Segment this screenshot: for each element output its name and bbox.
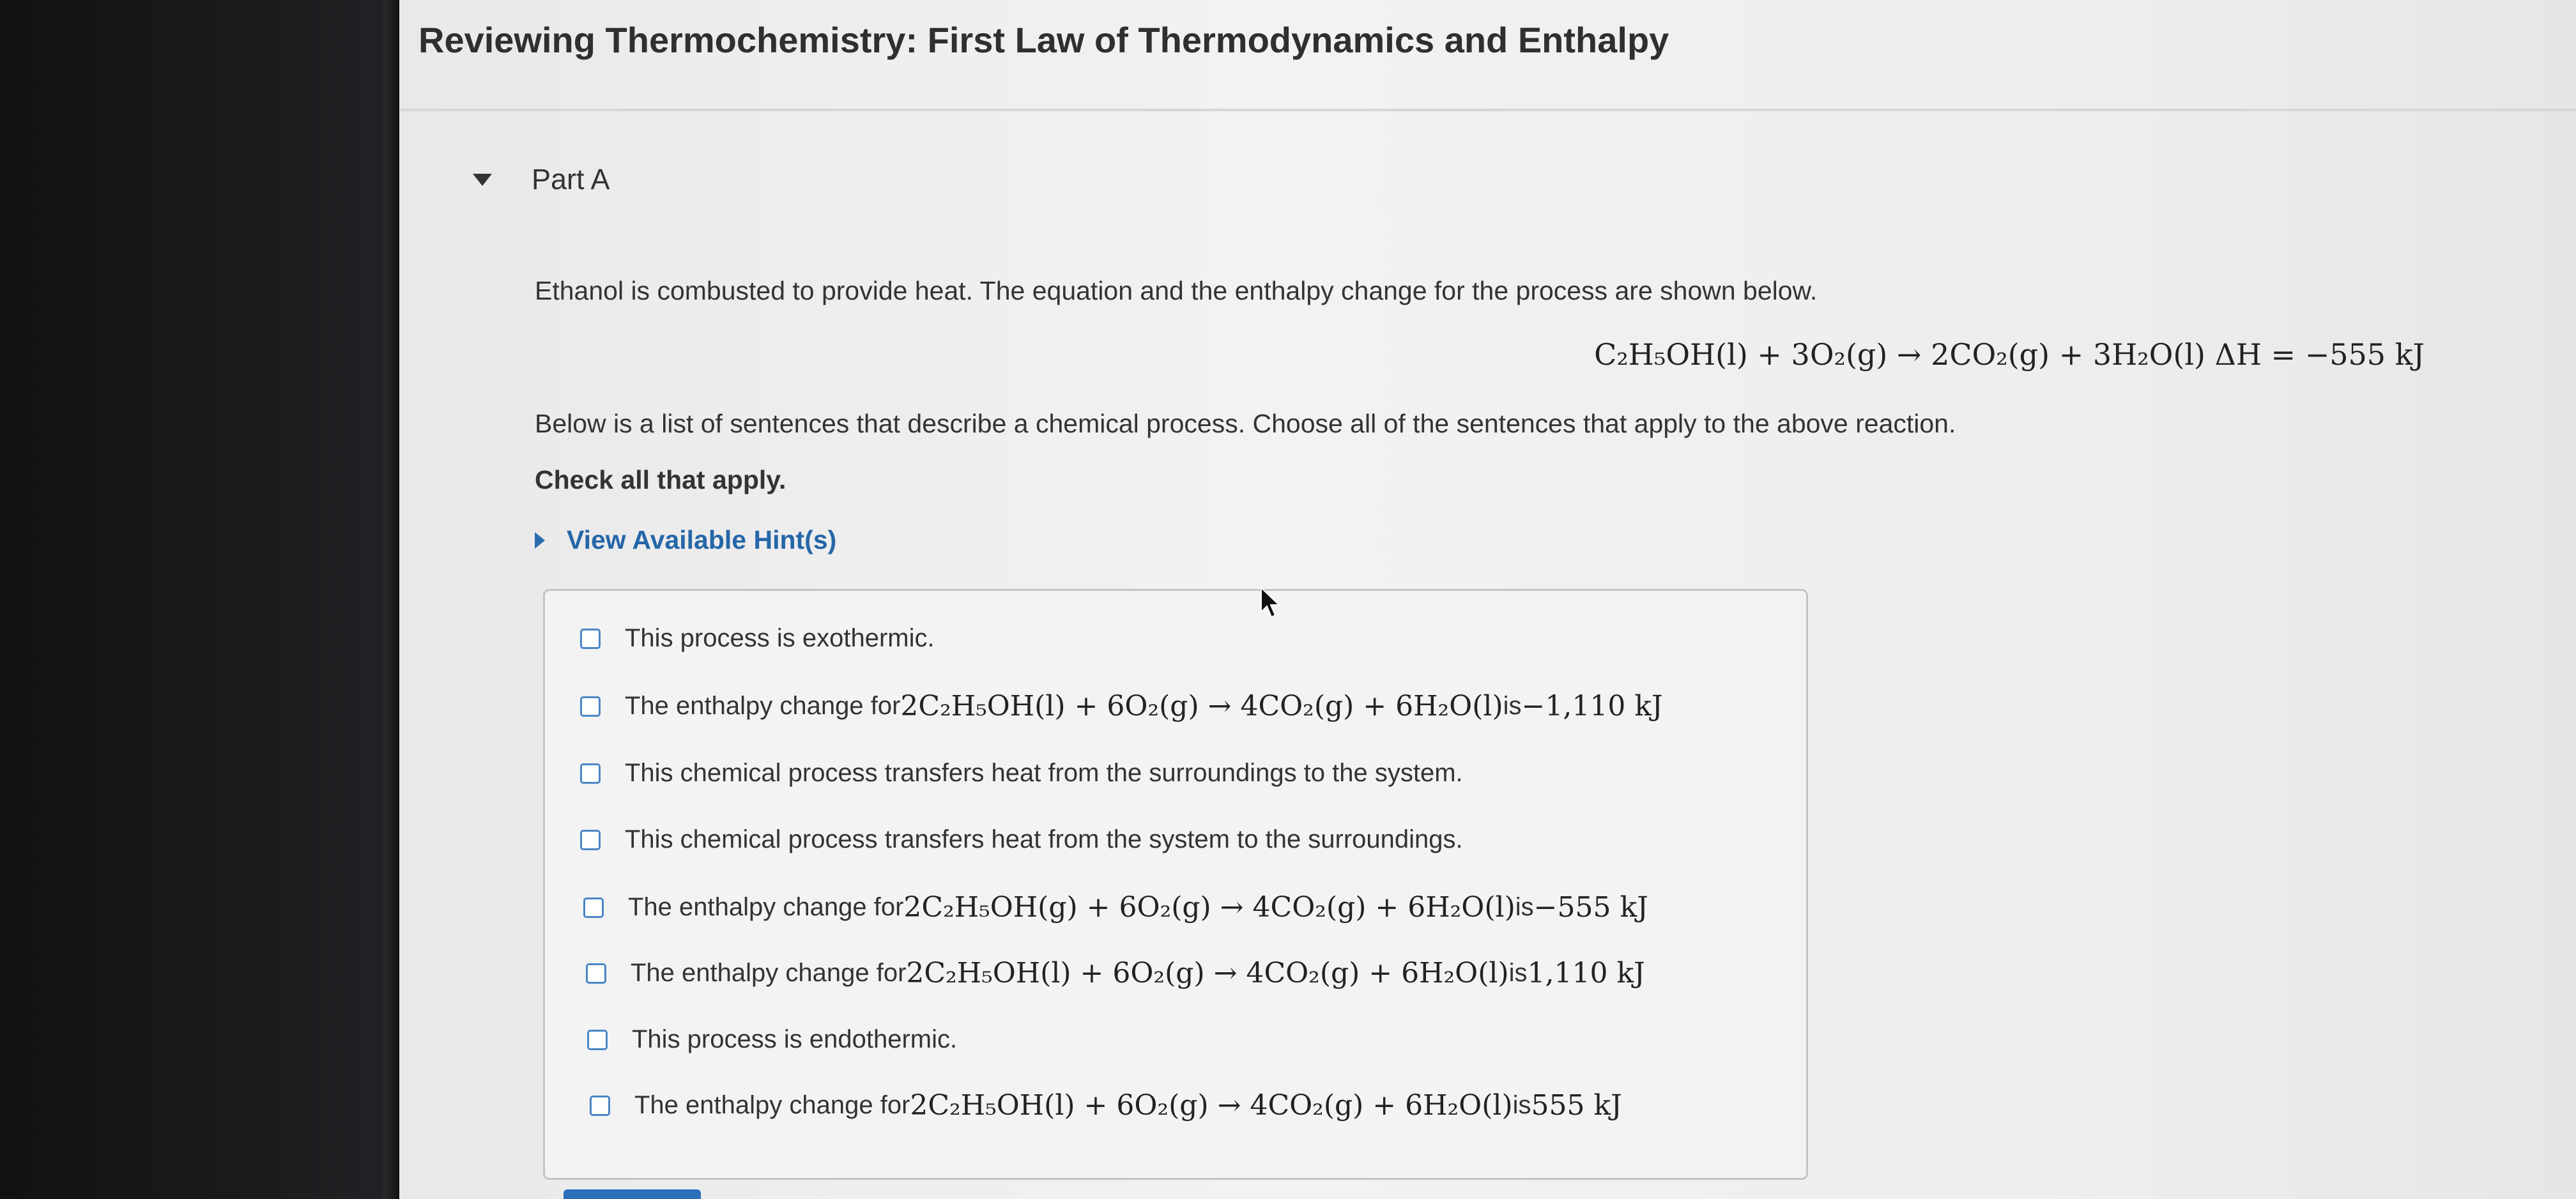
checkbox[interactable] (583, 897, 604, 918)
option-5[interactable] (583, 891, 1648, 924)
option-equation: 2C₂H₅OH(g) + 6O₂(g) → 4CO₂(g) + 6H₂O(l) (903, 891, 1515, 924)
option-equation: 2C₂H₅OH(l) + 6O₂(g) → 4CO₂(g) + 6H₂O(l) (906, 957, 1509, 989)
checkbox[interactable] (587, 1030, 608, 1050)
option-text: This process is exothermic. (625, 624, 935, 652)
checkbox[interactable] (580, 629, 601, 649)
option-8[interactable] (590, 1089, 1622, 1122)
option-value: 555 kJ (1531, 1089, 1622, 1122)
question-intro: Ethanol is combusted to provide heat. The equation and the enthalpy change for the process are shown below. (535, 276, 1818, 305)
reaction-equation: C₂H₅OH(l) + 3O₂(g) → 2CO₂(g) + 3H₂O(l) ΔH = −555 kJ (1594, 337, 2425, 372)
option-prefix: The enthalpy change for (625, 692, 901, 720)
option-1[interactable] (580, 624, 935, 653)
option-prefix: The enthalpy change for (628, 893, 904, 921)
hint-label[interactable]: View Available Hint(s) (567, 525, 837, 554)
option-prefix: The enthalpy change for (634, 1091, 910, 1119)
option-equation: 2C₂H₅OH(l) + 6O₂(g) → 4CO₂(g) + 6H₂O(l) (900, 690, 1503, 722)
screen (399, 0, 2576, 1199)
triangle-right-icon (535, 532, 545, 549)
page-title: Reviewing Thermochemistry: First Law of Thermodynamics and Enthalpy (418, 20, 1669, 60)
device-bezel (0, 0, 383, 1199)
checkbox[interactable] (580, 763, 601, 784)
header-divider (399, 109, 2576, 111)
checkbox[interactable] (590, 1096, 610, 1116)
option-2[interactable] (580, 690, 1663, 722)
option-mid: is (1503, 692, 1522, 720)
option-value: −1,110 kJ (1521, 690, 1663, 722)
option-value: 1,110 kJ (1527, 957, 1645, 989)
checkbox[interactable] (586, 963, 606, 984)
option-equation: 2C₂H₅OH(l) + 6O₂(g) → 4CO₂(g) + 6H₂O(l) (910, 1089, 1513, 1122)
option-text: This process is endothermic. (632, 1025, 958, 1053)
list-intro: Below is a list of sentences that describe a chemical process. Choose all of the sentences that apply to the above reaction. (535, 409, 1956, 438)
mouse-pointer-icon (1260, 586, 1282, 620)
option-text: This chemical process transfers heat from the system to the surroundings. (625, 825, 1463, 853)
check-all-instruction: Check all that apply. (535, 465, 786, 494)
option-prefix: The enthalpy change for (631, 959, 907, 987)
checkbox[interactable] (580, 830, 601, 850)
option-value: −555 kJ (1533, 891, 1648, 924)
checkbox[interactable] (580, 696, 601, 717)
view-hints-toggle[interactable] (535, 525, 836, 555)
option-mid: is (1512, 1091, 1531, 1119)
option-mid: is (1515, 893, 1534, 921)
option-3[interactable] (580, 759, 1463, 788)
part-a-header[interactable] (473, 163, 610, 196)
triangle-down-icon[interactable] (473, 174, 492, 186)
part-label: Part A (532, 163, 610, 195)
option-text: This chemical process transfers heat from the surroundings to the system. (625, 759, 1463, 787)
option-7[interactable] (587, 1025, 957, 1054)
option-mid: is (1508, 959, 1528, 987)
options-box (543, 589, 1808, 1180)
submit-button[interactable] (564, 1189, 701, 1199)
option-6[interactable] (586, 957, 1645, 989)
option-4[interactable] (580, 825, 1463, 854)
